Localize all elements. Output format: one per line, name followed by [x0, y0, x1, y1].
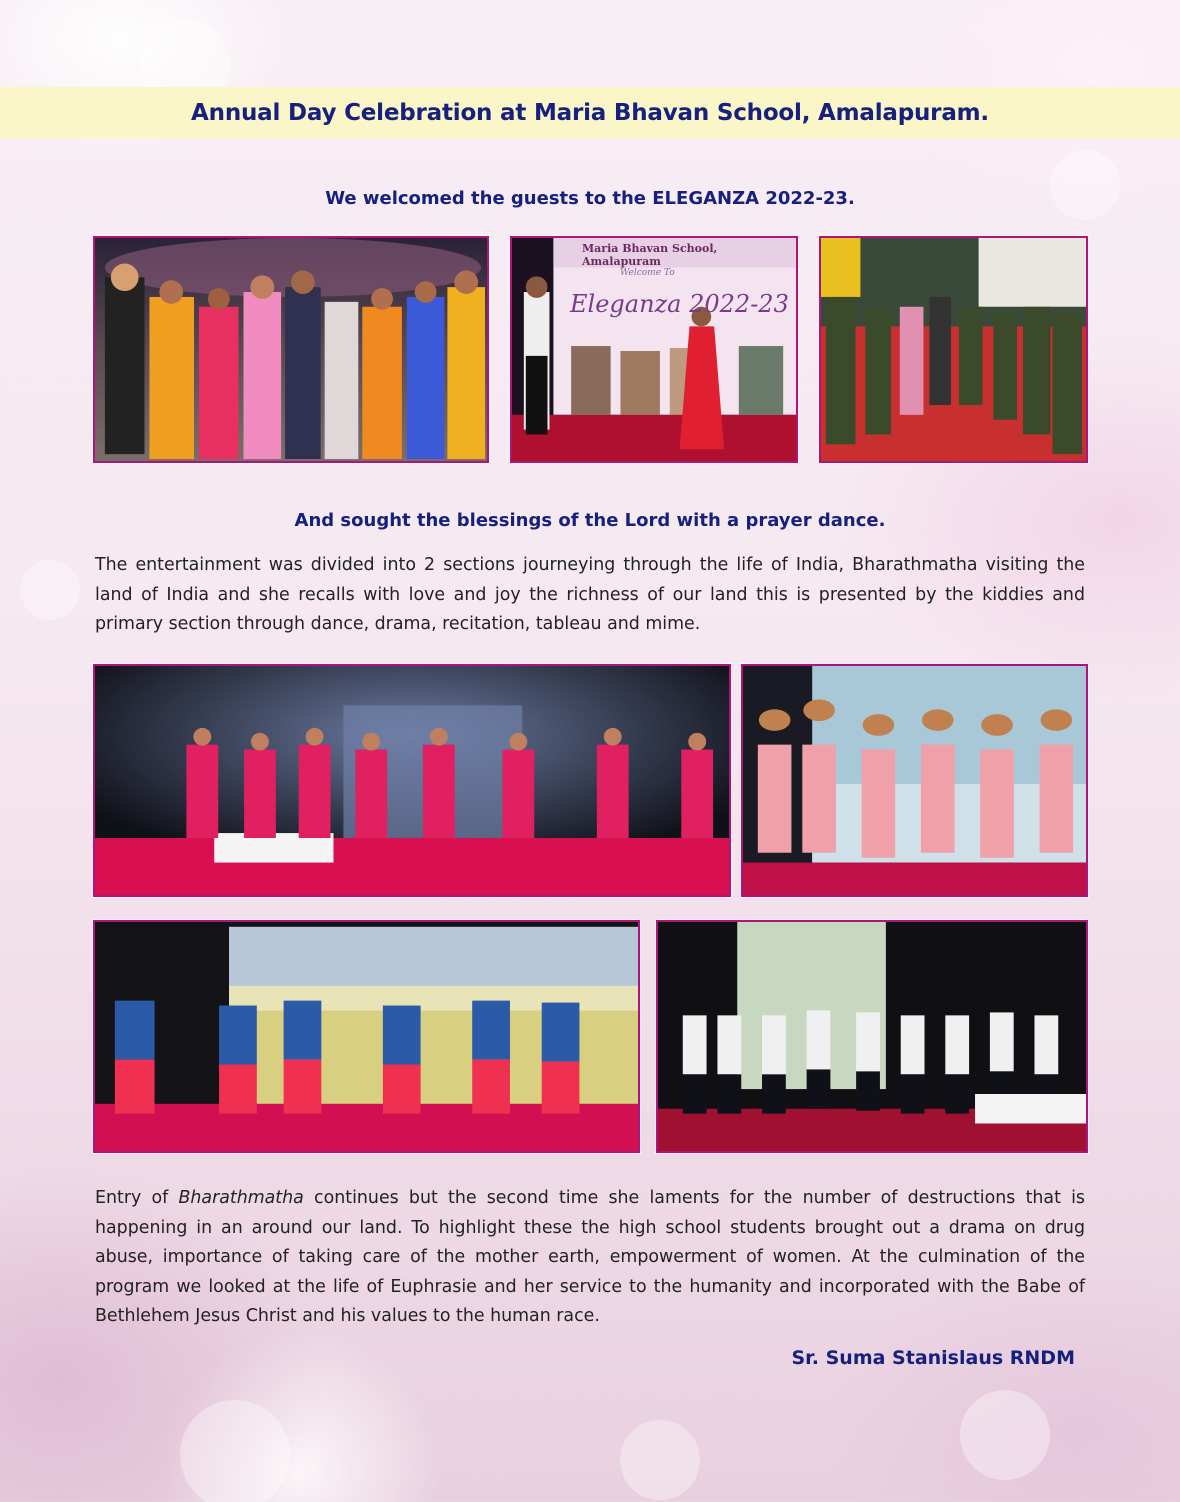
photo-folk-dance: [93, 920, 640, 1153]
paragraph-2-lead: Entry of: [95, 1188, 179, 1208]
photo-drama: [656, 920, 1088, 1153]
paragraph-2-body: continues but the second time she laments for the number of destructions that is happening in an around our land. To highlight these the high school students brought out a drama on drug abuse, importance of taking care of the mother earth, empowerment of women. At the culmination of the program we looked at the life of Euphrasie and her service to the humanity and incorporated with the Babe of Bethlehem Jesus Christ and his values to the human race.: [95, 1188, 1085, 1326]
bokeh-decoration: [620, 1420, 700, 1500]
bokeh-decoration: [20, 560, 80, 620]
banner-event: Eleganza 2022-23: [570, 290, 789, 318]
photo-pot-dance: [741, 664, 1088, 897]
banner-welcome: Welcome To: [620, 268, 675, 278]
title-bar: [0, 87, 1180, 138]
page-title: Annual Day Celebration at Maria Bhavan School, Amalapuram.: [191, 99, 989, 126]
photo-welcome-procession: [93, 236, 489, 463]
bokeh-decoration: [180, 1400, 290, 1502]
photo-prayer-dance: [93, 664, 731, 897]
bharathmatha-emphasis: Bharathmatha: [178, 1188, 304, 1208]
photo-eleganza-banner: [510, 236, 798, 463]
paragraph-bharathmatha: [95, 1184, 1085, 1332]
paragraph-entertainment: The entertainment was divided into 2 sections journeying through the life of India, Bharathmatha visiting the land of India and she recalls with love and joy the richness of our land this is presented by the kiddies and primary section through dance, drama, recitation, tableau and mime.: [95, 555, 1085, 634]
bokeh-decoration: [1050, 150, 1120, 220]
photo-guard-of-honour: [819, 236, 1088, 463]
banner-school-name: Maria Bhavan School, Amalapuram: [582, 242, 718, 268]
prayer-heading: And sought the blessings of the Lord with a prayer dance.: [294, 510, 886, 531]
welcome-heading: We welcomed the guests to the ELEGANZA 2022-23.: [325, 188, 855, 209]
author-signature: Sr. Suma Stanislaus RNDM: [791, 1347, 1075, 1369]
bokeh-decoration: [960, 1390, 1050, 1480]
